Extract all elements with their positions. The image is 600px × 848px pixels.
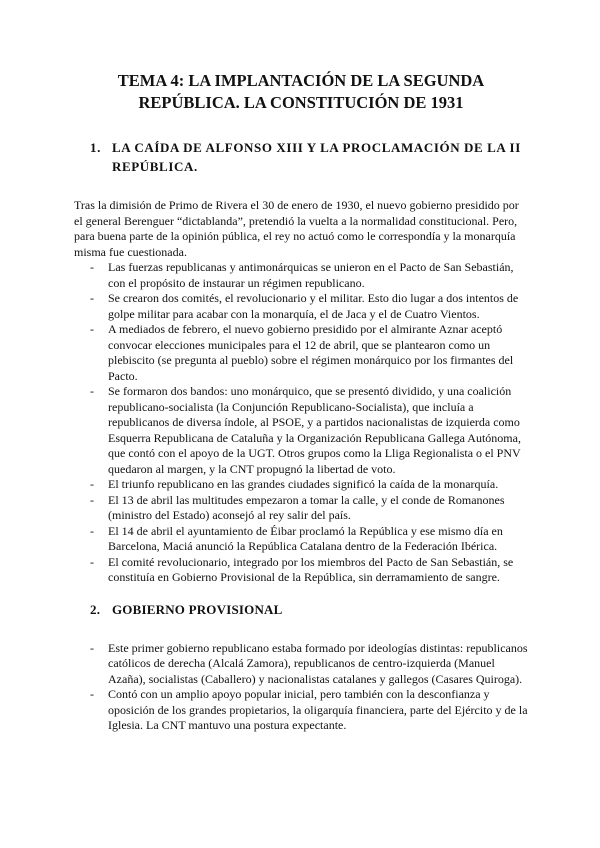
list-item: [74, 493, 528, 524]
section-1-intro: Tras la dimisión de Primo de Rivera el 30 de enero de 1930, el nuevo gobierno presidido por el general Berenguer “dictablanda”, pretendió la vuelta a la normalidad constitucional. Pero, para buena parte de la opinión pública, el rey no actuó como le correspondía y la monarquía misma fue cuestionada.: [74, 198, 519, 259]
section-1-heading: [90, 138, 528, 176]
section-1-list: [74, 260, 528, 586]
list-item-text: Este primer gobierno republicano estaba formado por ideologías distintas: republicanos católicos de derecha (Alcalá Zamora), republicanos de centro-izquierda (Manuel Azaña), socialistas (Caballero) y nacionalistas catalanes y gallegos (Casares Quiroga).: [108, 640, 528, 686]
section-2-number: 2.: [90, 601, 101, 617]
list-item: [74, 384, 528, 477]
list-item-text: Contó con un amplio apoyo popular inicial, pero también con la desconfianza y oposición de los grandes propietarios, la oligarquía financiera, parte del Ejército y de la Iglesia. La CNT mantuvo una postura expectante.: [108, 687, 528, 732]
section-2-heading: [90, 600, 528, 619]
bullet-dash: -: [90, 687, 94, 701]
list-item: [74, 524, 528, 555]
list-item-text: Se formaron dos bandos: uno monárquico, que se presentó dividido, y una coalición republicano-socialista (la Conjunción Republicano-Socialista), que incluía a republicanos de diversa índole, al PSOE, y a partidos nacionalistas de izquierda como Esquerra Republicana de Cataluña y la Organización Republicana Gallega Autónoma, que contó con el apoyo de la UGT. Otros grupos como la Lliga Regionalista o el PNV quedaron al margen, y la CNT propugnó la libertad de voto.: [108, 384, 521, 476]
list-item-text: Las fuerzas republicanas y antimonárquicas se unieron en el Pacto de San Sebastián, con el propósito de instaurar un régimen republicano.: [108, 260, 514, 290]
bullet-dash: -: [90, 260, 94, 274]
document-title: TEMA 4: LA IMPLANTACIÓN DE LA SEGUNDA REPÚBLICA. LA CONSTITUCIÓN DE 1931: [117, 71, 485, 112]
list-item: [74, 477, 528, 493]
list-item-text: El 14 de abril el ayuntamiento de Éibar proclamó la República y ese mismo día en Barcelona, Maciá anunció la República Catalana dentro de la Federación Ibérica.: [108, 523, 503, 553]
list-item: [74, 291, 528, 322]
bullet-dash: -: [90, 492, 94, 507]
section-1-number: 1.: [90, 140, 101, 155]
list-item-text: El triunfo republicano en las grandes ciudades significó la caída de la monarquía.: [108, 477, 499, 491]
list-item-text: El comité revolucionario, integrado por los miembros del Pacto de San Sebastián, se constituía en Gobierno Provisional de la República, sin derramamiento de sangre.: [108, 554, 514, 584]
list-item-text: El 13 de abril las multitudes empezaron a tomar la calle, y el conde de Romanones (ministro del Estado) aconsejó al rey salir del país.: [108, 492, 505, 522]
list-item-text: A mediados de febrero, el nuevo gobierno presidido por el almirante Aznar aceptó convocar elecciones municipales para el 12 de abril, que se plantearon como un plebiscito (se pregunta al pueblo) sobre el régimen monárquico por los firmantes del Pacto.: [108, 322, 514, 383]
list-item: [74, 641, 528, 688]
section-2-title: GOBIERNO PROVISIONAL: [112, 601, 283, 617]
list-item: [74, 687, 528, 734]
bullet-dash: -: [90, 523, 94, 538]
list-item: [74, 555, 528, 586]
bullet-dash: -: [90, 477, 94, 491]
bullet-dash: -: [90, 384, 94, 398]
bullet-dash: -: [90, 322, 94, 336]
section-2-list: [74, 641, 528, 734]
bullet-dash: -: [90, 640, 94, 655]
bullet-dash: -: [90, 554, 94, 569]
section-1-title: LA CAÍDA DE ALFONSO XIII Y LA PROCLAMACIÓN DE LA II REPÚBLICA.: [112, 140, 521, 174]
list-item: [74, 260, 528, 291]
list-item-text: Se crearon dos comités, el revolucionario y el militar. Esto dio lugar a dos intentos de golpe militar para acabar con la monarquía, el de Jaca y el de Cuatro Vientos.: [108, 291, 519, 321]
bullet-dash: -: [90, 291, 94, 305]
list-item: [74, 322, 528, 384]
